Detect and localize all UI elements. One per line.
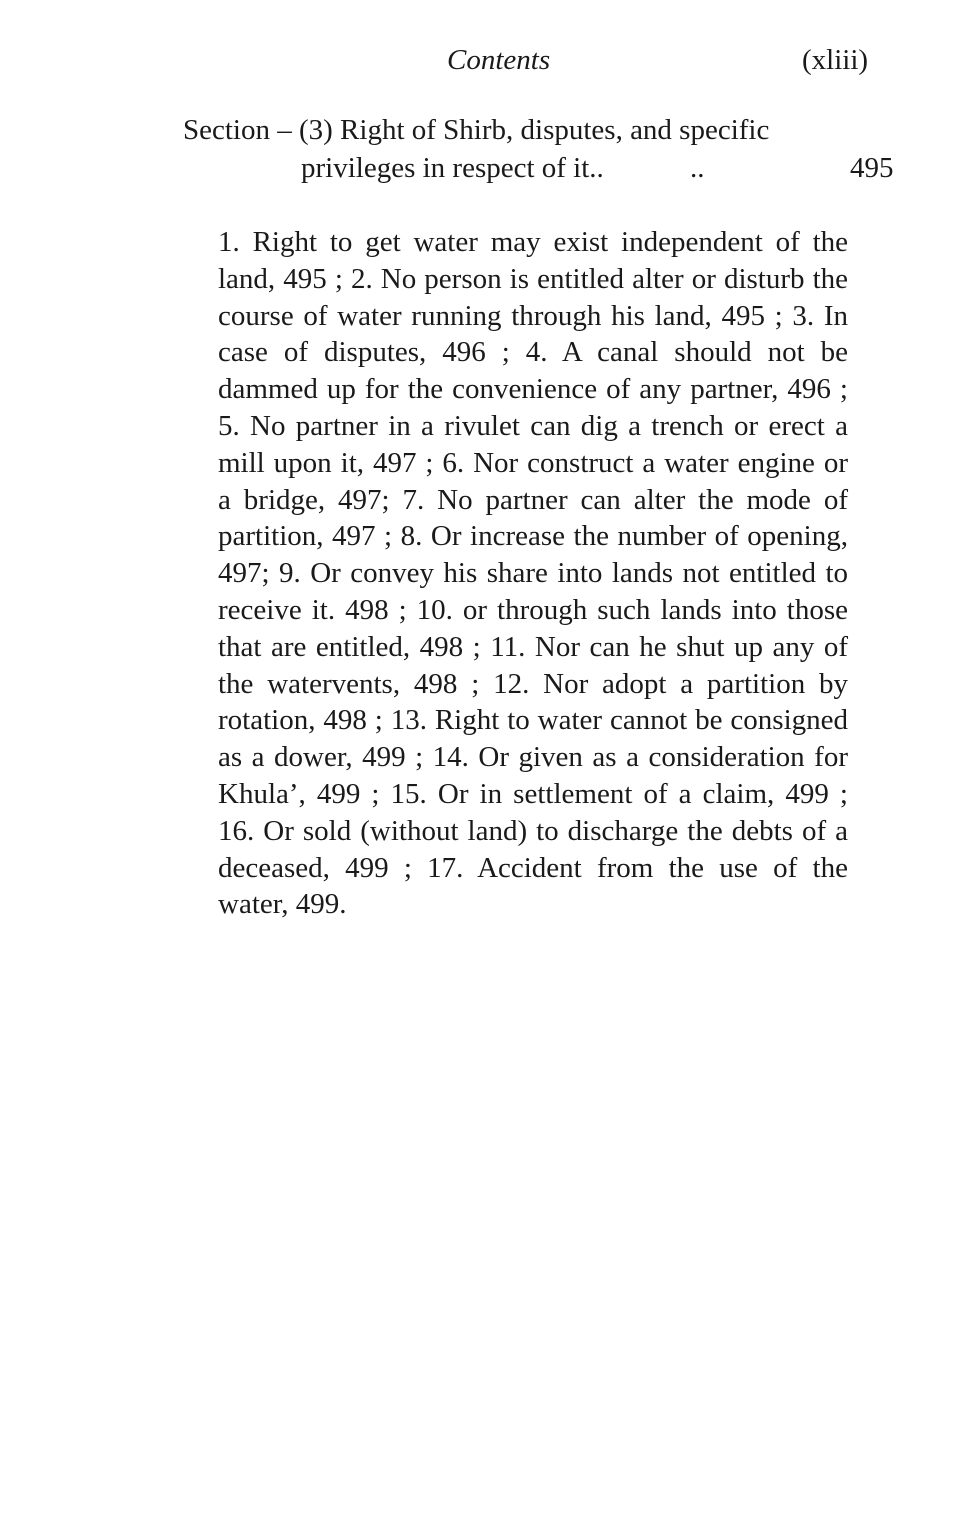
section-summary: 1. Right to get water may exist independent of the land, 495 ; 2. No person is entitled alter or disturb the course of water running through his land, 495 ; 3. In case of disputes, 496 ; 4. A canal should not be dammed up for the convenience of any partner, 496 ; 5. No partner in a rivulet can dig a trench or erect a mill upon it, 497 ; 6. Nor construct a water engine or a bridge, 497; 7. No partner can alter the mode of partition, 497 ; 8. Or increase the number of opening, 497; 9. Or convey his share into lands not entitled to receive it. 498 ; 10. or through such lands into those that are entitled, 498 ; 11. Nor can he shut up any of the watervents, 498 ; 12. Nor adopt a partition by rotation, 498 ; 13. Right to water cannot be consigned as a dower, 499 ; 14. Or given as a consideration for Khula’, 499 ; 15. Or in settlement of a claim, 499 ; 16. Or sold (without land) to discharge the debts of a deceased, 499 ; 17. Accident from the use of the water, 499. — [218, 226, 848, 921]
section-heading-line2: privileges in respect of it.. — [301, 152, 604, 184]
section-heading-line1: Section – (3) Right of Shirb, disputes, and specific — [183, 114, 770, 146]
section-page-number: 495 — [850, 152, 894, 184]
section-heading — [0, 114, 960, 194]
running-head — [0, 44, 960, 80]
page-number: (xliii) — [802, 44, 869, 76]
running-title: Contents — [447, 44, 551, 76]
leader-dots: .. — [690, 152, 705, 184]
